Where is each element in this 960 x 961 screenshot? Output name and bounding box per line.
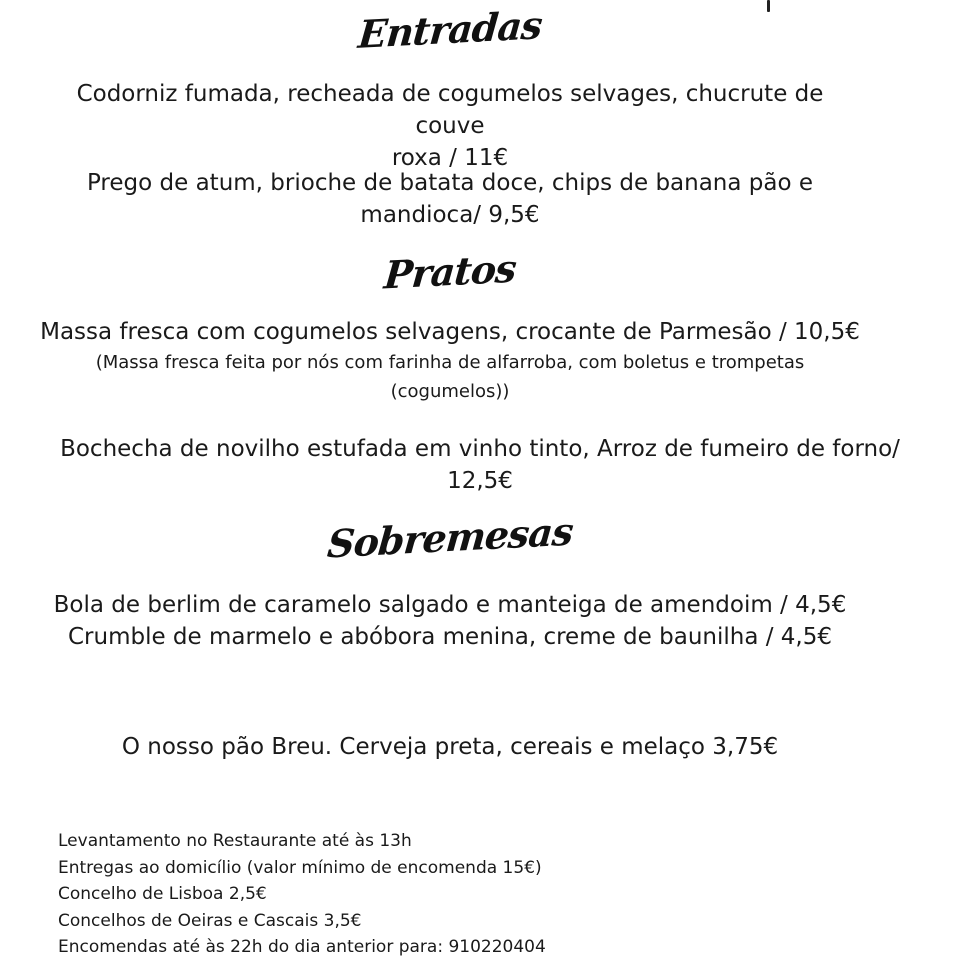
bread-item: O nosso pão Breu. Cerveja preta, cereais e melaço 3,75€ bbox=[121, 734, 779, 760]
pickup-info: Levantamento no Restaurante até às 13h bbox=[58, 831, 412, 851]
menu-item-text: Prego de atum, brioche de batata doce, chips de banana pão e bbox=[86, 170, 814, 196]
section-title-pratos: Pratos bbox=[382, 245, 518, 298]
menu-item-text: roxa / 11€ bbox=[391, 145, 509, 171]
menu-item-bochecha bbox=[60, 433, 900, 497]
menu-item-text: 12,5€ bbox=[447, 468, 513, 494]
menu-item-text: Crumble de marmelo e abóbora menina, creme de baunilha / 4,5€ bbox=[67, 624, 833, 650]
delivery-info bbox=[58, 828, 546, 961]
delivery-minimum-info: Entregas ao domicílio (valor mínimo de encomenda 15€) bbox=[58, 857, 542, 878]
menu-item-massa bbox=[40, 316, 860, 348]
oeiras-cascais-fee: Concelhos de Oeiras e Cascais 3,5€ bbox=[58, 910, 362, 931]
menu-item-note bbox=[40, 348, 860, 406]
menu-item-note-text: (Massa fresca feita por nós com farinha de alfarroba, com boletus e trompetas bbox=[95, 352, 805, 373]
menu-item-crumble bbox=[40, 621, 860, 653]
section-title-sobremesas: Sobremesas bbox=[325, 508, 575, 567]
menu-item-text: Bola de berlim de caramelo salgado e manteiga de amendoim / 4,5€ bbox=[53, 592, 847, 618]
menu-item-text: mandioca/ 9,5€ bbox=[360, 202, 540, 228]
order-contact: Encomendas até às 22h do dia anterior para: 910220404 bbox=[58, 937, 546, 957]
section-title-entradas: Entradas bbox=[356, 2, 544, 57]
lisboa-fee: Concelho de Lisboa 2,5€ bbox=[58, 884, 267, 904]
menu-item-text: Bochecha de novilho estufada em vinho tinto, Arroz de fumeiro de forno/ bbox=[60, 436, 900, 462]
menu-item-prego bbox=[40, 167, 860, 231]
menu-item-bola-de-berlim bbox=[40, 589, 860, 621]
menu-item-text: Codorniz fumada, recheada de cogumelos selvages, chucrute de couve bbox=[76, 81, 824, 139]
menu-item-note-text: (cogumelos)) bbox=[390, 381, 510, 402]
menu-item-text: Massa fresca com cogumelos selvagens, crocante de Parmesão / 10,5€ bbox=[40, 319, 860, 345]
menu-item-codorniz bbox=[40, 78, 860, 174]
